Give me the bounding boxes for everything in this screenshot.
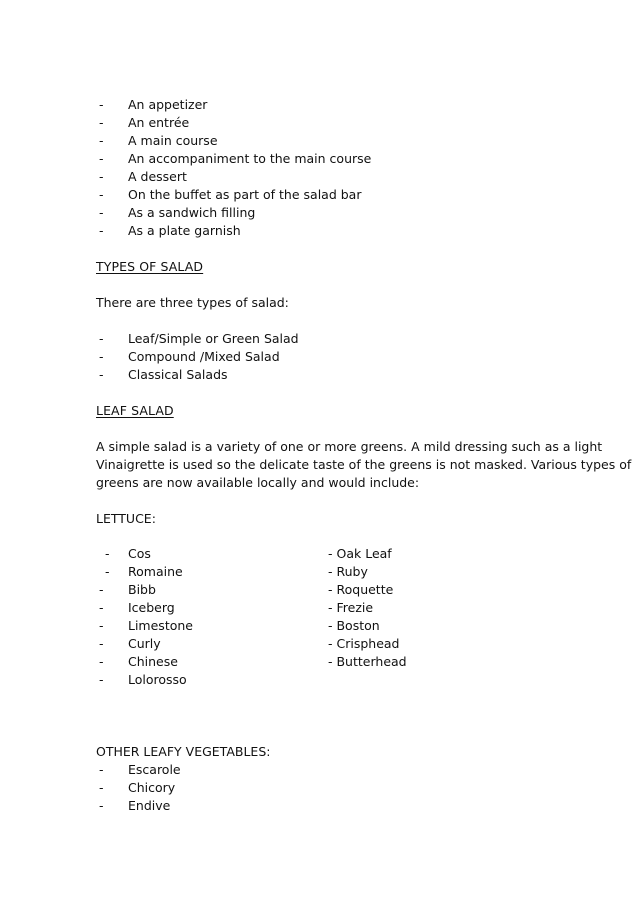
- paragraph-line: greens are now available locally and would include:: [96, 475, 420, 490]
- list-item: - An entrée: [99, 115, 190, 130]
- section-heading-leaf-salad: LEAF SALAD: [96, 403, 174, 418]
- list-item: - Crisphead: [328, 636, 400, 651]
- list-item: - Chinese: [99, 654, 178, 669]
- list-item: - As a plate garnish: [99, 223, 241, 238]
- lettuce-label: LETTUCE:: [96, 511, 156, 526]
- list-item: - Lolorosso: [99, 672, 187, 687]
- other-leafy-list: [99, 761, 299, 815]
- list-item: - Romaine: [105, 564, 183, 579]
- list-item: - Chicory: [99, 780, 176, 795]
- list-item: - Escarole: [99, 762, 181, 777]
- list-item: - On the buffet as part of the salad bar: [99, 187, 362, 202]
- list-item: - A dessert: [99, 169, 187, 184]
- leaf-paragraph: [96, 438, 632, 492]
- serving-list: [99, 96, 419, 240]
- paragraph-line: Vinaigrette is used so the delicate taste of the greens is not masked. Various types of: [96, 457, 632, 472]
- list-item: - Ruby: [328, 564, 368, 579]
- list-item: - Leaf/Simple or Green Salad: [99, 331, 299, 346]
- types-list: [99, 330, 359, 384]
- types-intro: There are three types of salad:: [96, 295, 289, 310]
- section-heading-types: TYPES OF SALAD: [96, 259, 204, 274]
- list-item: - Boston: [328, 618, 380, 633]
- list-item: - Compound /Mixed Salad: [99, 349, 280, 364]
- list-item: - Curly: [99, 636, 161, 651]
- paragraph-line: A simple salad is a variety of one or more greens. A mild dressing such as a light: [96, 439, 603, 454]
- list-item: - Roquette: [328, 582, 394, 597]
- list-item: - Cos: [105, 546, 151, 561]
- list-item: - Frezie: [328, 600, 374, 615]
- other-leafy-label: OTHER LEAFY VEGETABLES:: [96, 744, 271, 759]
- list-item: - An appetizer: [99, 97, 208, 112]
- list-item: - An accompaniment to the main course: [99, 151, 372, 166]
- list-item: - Iceberg: [99, 600, 175, 615]
- lettuce-list-col2: [328, 545, 528, 671]
- list-item: - Endive: [99, 798, 171, 813]
- lettuce-list-col1: [99, 545, 279, 689]
- list-item: - Oak Leaf: [328, 546, 392, 561]
- list-item: - Classical Salads: [99, 367, 228, 382]
- list-item: - A main course: [99, 133, 218, 148]
- list-item: - As a sandwich filling: [99, 205, 256, 220]
- list-item: - Bibb: [99, 582, 156, 597]
- list-item: - Limestone: [99, 618, 193, 633]
- list-item: - Butterhead: [328, 654, 407, 669]
